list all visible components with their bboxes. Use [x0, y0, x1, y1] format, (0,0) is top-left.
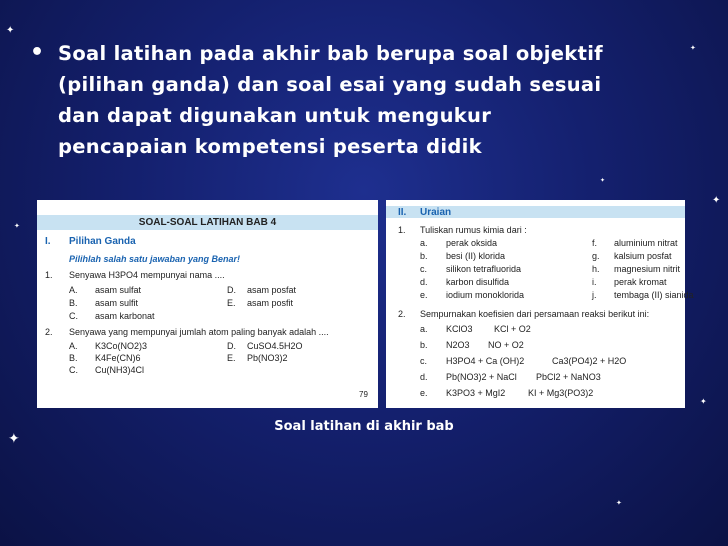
- item-label: d.: [420, 277, 428, 287]
- page-banner: SOAL-SOAL LATIHAN BAB 4: [37, 215, 378, 230]
- reaction-product: NO + O2: [488, 340, 524, 350]
- background-star: ✦: [712, 195, 721, 206]
- section-title: Uraian: [420, 207, 452, 218]
- background-star: ✦: [616, 499, 622, 507]
- reaction-reactant: K3PO3 + MgI2: [446, 388, 506, 398]
- reaction-reactant: KClO3: [446, 324, 473, 334]
- item-label: a.: [420, 324, 428, 334]
- option-label: B.: [69, 298, 78, 308]
- option-text: asam posfat: [247, 285, 297, 295]
- background-star: ✦: [14, 222, 20, 230]
- item-label: e.: [420, 388, 428, 398]
- item-text: besi (II) klorida: [446, 251, 506, 261]
- bullet-dot-icon: •: [30, 40, 45, 65]
- item-text: tembaga (II) sianida: [614, 290, 694, 300]
- page-number: 79: [359, 390, 368, 399]
- left-textbook-page: [37, 200, 378, 408]
- question-number: 1.: [398, 225, 406, 235]
- bullet-line: pencapaian kompetensi peserta didik: [58, 135, 482, 158]
- background-star: ✦: [690, 44, 696, 52]
- option-text: Pb(NO3)2: [247, 353, 288, 363]
- item-label: e.: [420, 290, 428, 300]
- option-text: K3Co(NO2)3: [95, 341, 148, 351]
- item-label: c.: [420, 356, 428, 366]
- item-label: g.: [592, 251, 600, 261]
- item-label: b.: [420, 340, 428, 350]
- option-label: D.: [227, 285, 236, 295]
- item-text: kalsium posfat: [614, 251, 672, 261]
- item-label: b.: [420, 251, 428, 261]
- option-label: C.: [69, 311, 78, 321]
- option-label: D.: [227, 341, 236, 351]
- background-star: ✦: [700, 397, 707, 406]
- item-label: c.: [420, 264, 428, 274]
- item-text: magnesium nitrit: [614, 264, 681, 274]
- option-label: A.: [69, 341, 78, 351]
- option-label: B.: [69, 353, 78, 363]
- right-textbook-page: [386, 200, 694, 408]
- item-label: h.: [592, 264, 600, 274]
- option-label: E.: [227, 353, 236, 363]
- reaction-product: PbCl2 + NaNO3: [536, 372, 601, 382]
- bullet-line: Soal latihan pada akhir bab berupa soal objektif: [58, 42, 603, 65]
- question-text: Sempurnakan koefisien dari persamaan reaksi berikut ini:: [420, 309, 650, 319]
- section-title: Pilihan Ganda: [69, 236, 136, 247]
- instruction-text: Pilihlah salah satu jawaban yang Benar!: [69, 254, 241, 264]
- reaction-product: KCl + O2: [494, 324, 531, 334]
- item-text: aluminium nitrat: [614, 238, 678, 248]
- item-text: silikon tetrafluorida: [446, 264, 522, 274]
- reaction-product: KI + Mg3(PO3)2: [528, 388, 594, 398]
- bullet-point: [30, 38, 690, 162]
- item-text: perak oksida: [446, 238, 498, 248]
- item-label: j.: [592, 290, 597, 300]
- section-number: II.: [398, 207, 407, 218]
- background-star: ✦: [600, 177, 606, 184]
- question-number: 2.: [398, 309, 406, 319]
- option-text: Cu(NH3)4Cl: [95, 365, 145, 375]
- item-label: d.: [420, 372, 428, 382]
- item-label: f.: [592, 238, 598, 248]
- reaction-reactant: Pb(NO3)2 + NaCl: [446, 372, 517, 382]
- section-number: I.: [45, 236, 51, 247]
- reaction-product: Ca3(PO4)2 + H2O: [552, 356, 627, 366]
- question-number: 1.: [45, 270, 53, 280]
- item-label: i.: [592, 277, 597, 287]
- option-label: C.: [69, 365, 78, 375]
- figure-caption: Soal latihan di akhir bab: [274, 419, 454, 434]
- question-text: Senyawa yang mempunyai jumlah atom paling banyak adalah ....: [69, 327, 329, 337]
- option-label: E.: [227, 298, 236, 308]
- item-text: perak kromat: [614, 277, 667, 287]
- item-text: iodium monoklorida: [446, 290, 525, 300]
- question-number: 2.: [45, 327, 53, 337]
- option-text: asam sulfat: [95, 285, 142, 295]
- reaction-reactant: H3PO4 + Ca (OH)2: [446, 356, 525, 366]
- item-text: karbon disulfida: [446, 277, 510, 287]
- option-label: A.: [69, 285, 78, 295]
- bullet-line: (pilihan ganda) dan soal esai yang sudah sesuai: [58, 73, 602, 96]
- option-text: K4Fe(CN)6: [95, 353, 141, 363]
- option-text: asam sulfit: [95, 298, 139, 308]
- question-text: Tuliskan rumus kimia dari :: [420, 225, 527, 235]
- bullet-line: dan dapat digunakan untuk mengukur: [58, 104, 492, 127]
- background-star: ✦: [6, 25, 15, 36]
- reaction-reactant: N2O3: [446, 340, 470, 350]
- bullet-text: [58, 38, 690, 162]
- item-label: a.: [420, 238, 428, 248]
- option-text: asam karbonat: [95, 311, 155, 321]
- background-star: ✦: [8, 431, 20, 447]
- question-text: Senyawa H3PO4 mempunyai nama ....: [69, 270, 225, 280]
- option-text: asam posfit: [247, 298, 294, 308]
- option-text: CuSO4.5H2O: [247, 341, 303, 351]
